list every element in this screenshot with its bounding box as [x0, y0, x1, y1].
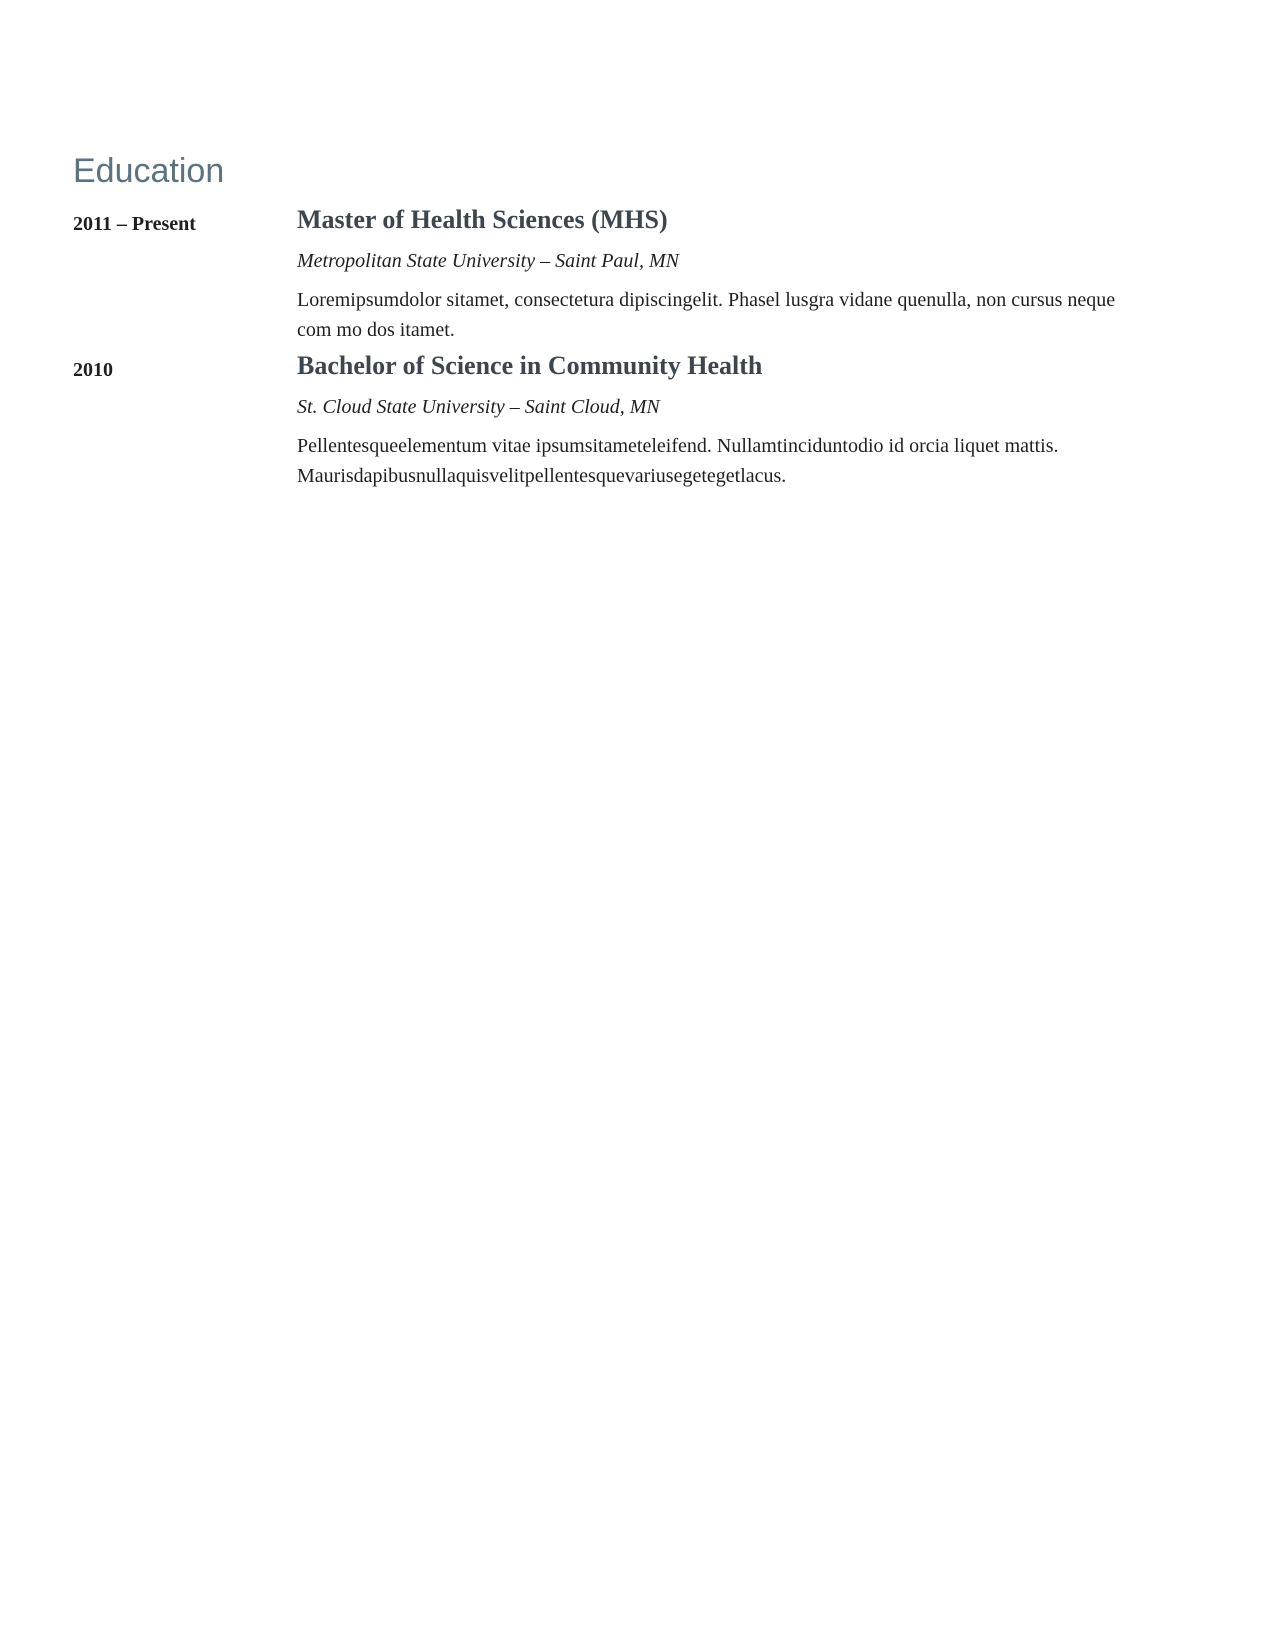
entry-description: Loremipsumdolor sitamet, consectetura dipiscingelit. Phasel lusgra vidane quenulla, non cursus neque com mo dos itamet.	[297, 289, 1116, 341]
entry-body	[297, 204, 1133, 350]
entry-date: 2010	[73, 359, 113, 381]
entry-body	[297, 350, 1133, 496]
institution-line: Metropolitan State University – Saint Paul, MN	[297, 250, 679, 272]
education-entry	[73, 204, 1133, 350]
education-section	[73, 150, 1133, 496]
entry-date: 2011 – Present	[73, 213, 196, 235]
entry-description: Pellentesqueelementum vitae ipsumsitameteleifend. Nullamtinciduntodio id orcia liquet mattis. Maurisdapibusnullaquisvelitpellentesquevariusegetegetlacus.	[297, 435, 1059, 487]
section-title: Education	[73, 152, 225, 190]
institution-line: St. Cloud State University – Saint Cloud, MN	[297, 396, 660, 418]
degree-title: Bachelor of Science in Community Health	[297, 351, 763, 380]
education-entry	[73, 350, 1133, 496]
degree-title: Master of Health Sciences (MHS)	[297, 205, 668, 234]
